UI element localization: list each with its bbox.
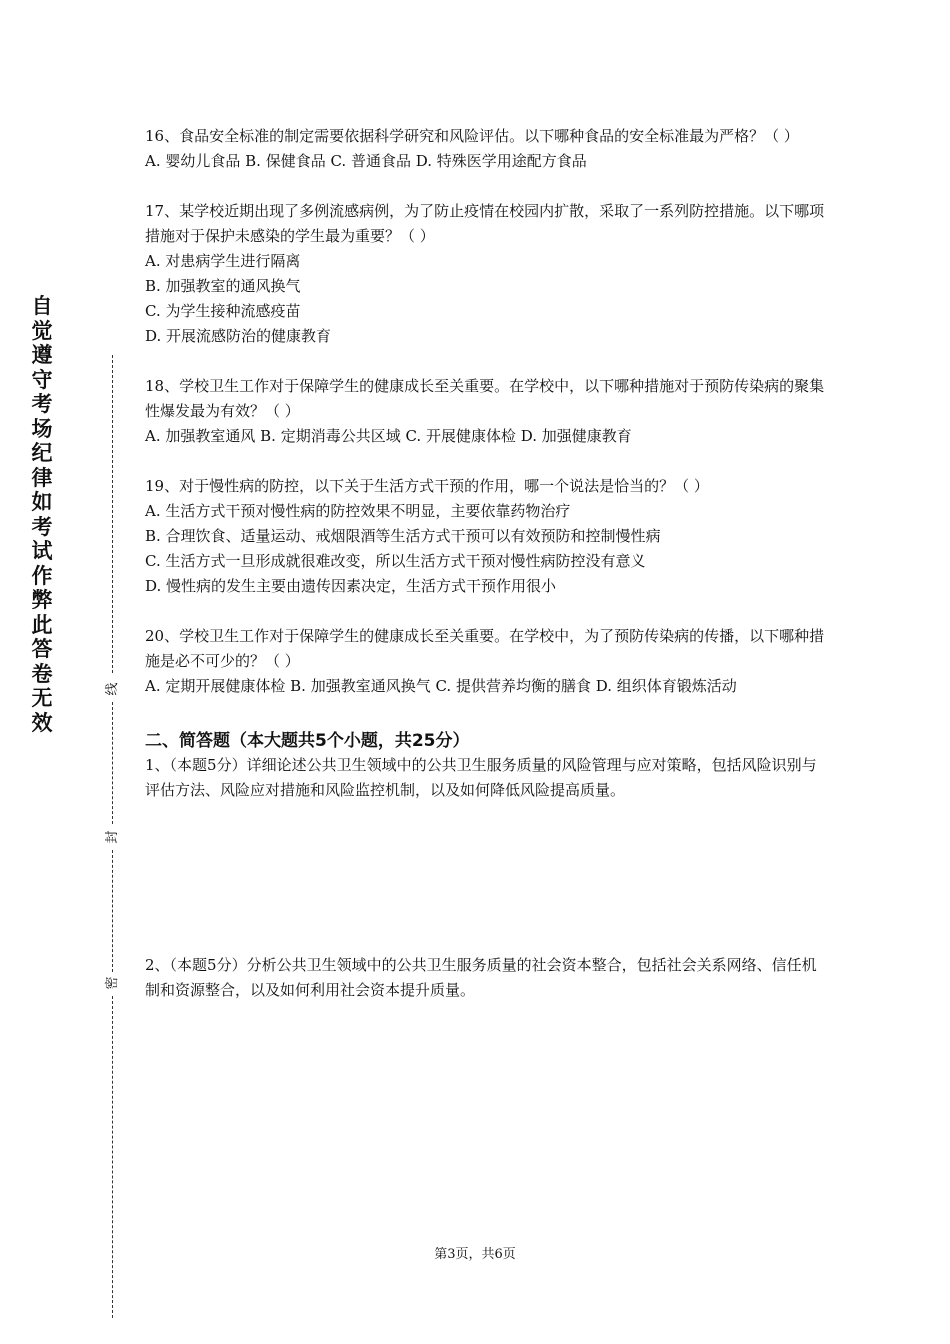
page-number: 第3页，共6页 bbox=[434, 1247, 516, 1262]
option-a: A. 生活方式干预对慢性病的防控效果不明显，主要依靠药物治疗 bbox=[145, 502, 571, 520]
question-stem: 17、某学校近期出现了多例流感病例，为了防止疫情在校园内扩散，采取了一系列防控措施。以下哪项措施对于保护未感染的学生最为重要？（ ） bbox=[145, 202, 825, 245]
short-answer-question-2: 2、（本题5分）分析公共卫生领域中的公共卫生服务质量的社会资本整合，包括社会关系网络、信任机制和资源整合，以及如何利用社会资本提升质量。 bbox=[145, 956, 817, 999]
question-19 bbox=[145, 474, 825, 599]
question-16 bbox=[145, 124, 825, 174]
short-answer-question-1: 1、（本题5分）详细论述公共卫生领域中的公共卫生服务质量的风险管理与应对策略，包括风险识别与评估方法、风险应对措施和风险监控机制，以及如何降低风险提高质量。 bbox=[145, 756, 817, 799]
seal-line-segment-4 bbox=[112, 996, 113, 1318]
seal-char-feng: 封 bbox=[105, 830, 120, 844]
option-c: C. 生活方式一旦形成就很难改变，所以生活方式干预对慢性病防控没有意义 bbox=[145, 552, 646, 570]
option-b: B. 合理饮食、适量运动、戒烟限酒等生活方式干预可以有效预防和控制慢性病 bbox=[145, 527, 661, 545]
question-stem: 18、学校卫生工作对于保障学生的健康成长至关重要。在学校中，以下哪种措施对于预防传染病的聚集性爆发最为有效？（ ） bbox=[145, 377, 825, 420]
seal-char-xian: 线 bbox=[105, 682, 120, 696]
option-a: A. 对患病学生进行隔离 bbox=[145, 252, 301, 270]
question-stem: 19、对于慢性病的防控，以下关于生活方式干预的作用，哪一个说法是恰当的？（ ） bbox=[145, 477, 709, 495]
seal-line-segment-1 bbox=[112, 355, 113, 673]
option-d: D. 开展流感防治的健康教育 bbox=[145, 327, 332, 345]
option-b: B. 加强教室的通风换气 bbox=[145, 277, 301, 295]
option-c: C. 为学生接种流感疫苗 bbox=[145, 302, 301, 320]
seal-line-segment-2 bbox=[112, 702, 113, 824]
exam-discipline-warning: 自觉遵守考场纪律如考试作弊此答卷无效 bbox=[31, 294, 53, 735]
seal-line-segment-3 bbox=[112, 850, 113, 972]
question-options: A. 加强教室通风 B. 定期消毒公共区域 C. 开展健康体检 D. 加强健康教育 bbox=[145, 427, 632, 445]
question-options: A. 婴幼儿食品 B. 保健食品 C. 普通食品 D. 特殊医学用途配方食品 bbox=[145, 152, 587, 170]
question-17 bbox=[145, 199, 825, 349]
exam-content bbox=[145, 124, 825, 1003]
question-stem: 20、学校卫生工作对于保障学生的健康成长至关重要。在学校中，为了预防传染病的传播，以下哪种措施是必不可少的？（ ） bbox=[145, 627, 825, 670]
question-options: A. 定期开展健康体检 B. 加强教室通风换气 C. 提供营养均衡的膳食 D. 组织体育锻炼活动 bbox=[145, 677, 737, 695]
question-stem: 16、食品安全标准的制定需要依据科学研究和风险评估。以下哪种食品的安全标准最为严格？（ ） bbox=[145, 127, 799, 145]
section-title: 二、简答题（本大题共5个小题，共25分） bbox=[145, 731, 470, 751]
seal-char-mi: 密 bbox=[105, 976, 120, 990]
question-18 bbox=[145, 374, 825, 449]
option-d: D. 慢性病的发生主要由遗传因素决定，生活方式干预作用很小 bbox=[145, 577, 557, 595]
question-20 bbox=[145, 624, 825, 699]
